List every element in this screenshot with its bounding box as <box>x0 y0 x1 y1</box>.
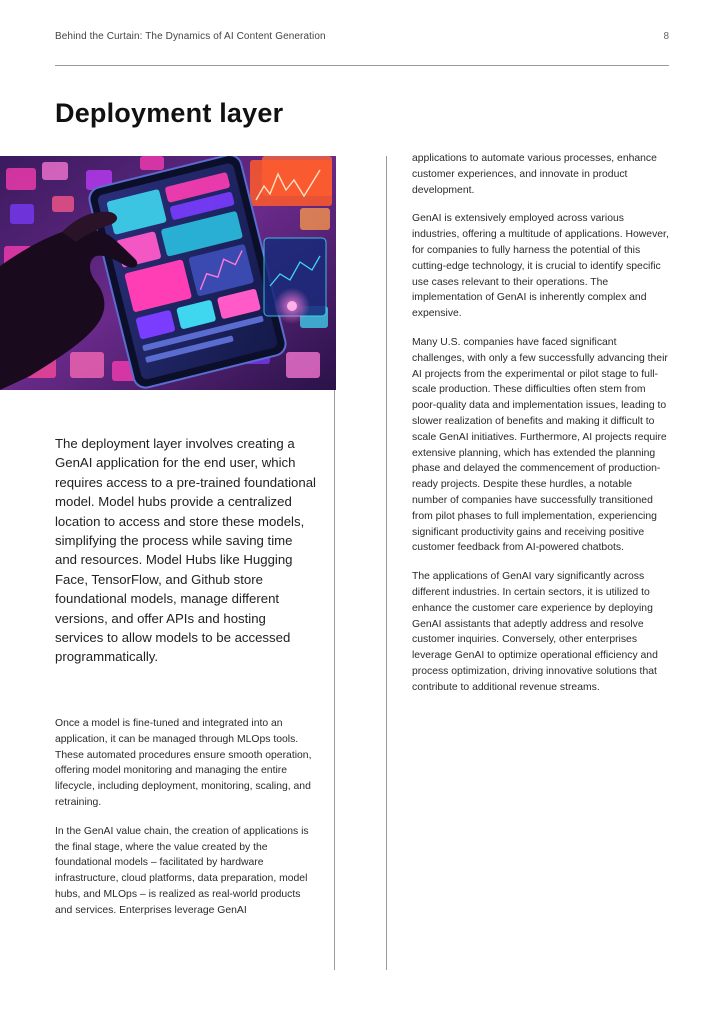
page-number: 8 <box>663 31 669 42</box>
column-divider-right <box>386 156 387 970</box>
hero-image <box>0 156 336 390</box>
page-title: Deployment layer <box>55 98 284 128</box>
tablet-hand-illustration-icon <box>0 156 336 390</box>
running-header-title: Behind the Curtain: The Dynamics of AI Content Generation <box>55 31 326 42</box>
body-paragraph: Once a model is fine-tuned and integrated into an application, it can be managed through MLOps tools. These automated procedures ensure smooth operation, offering model monitoring and managing the entire lifecycle, including deployment, monitoring, scaling, and retraining. <box>55 718 312 808</box>
column-divider-left <box>334 390 335 970</box>
body-paragraph: The applications of GenAI vary significantly across different industries. In certain sectors, it is utilized to enhance the customer care experience by deploying GenAI assistants that adeptly address and resolve customer inquiries. Conversely, other enterprises leverage GenAI to optimize operational efficiency and process optimization, driving innovative solutions that contribute to additional revenue streams. <box>412 571 658 693</box>
body-paragraph: GenAI is extensively employed across various industries, offering a multitude of applications. However, for companies to fully harness the potential of this cutting-edge technology, it is crucial to identify specific use cases relevant to their operations. The implementation of GenAI is inherently complex and expensive. <box>412 213 669 320</box>
right-column-body <box>412 151 670 709</box>
header-rule <box>55 65 669 66</box>
body-paragraph: In the GenAI value chain, the creation of applications is the final stage, where the value created by the foundational models – facilitated by hardware infrastructure, cloud platforms, data preparation, model hubs, and MLOps – is realized as real-world products and services. Enterprises leverage GenAI <box>55 825 309 916</box>
body-paragraph: applications to automate various processes, enhance customer experiences, and innovate in product development. <box>412 153 657 196</box>
lead-paragraph: The deployment layer involves creating a GenAI application for the end user, which requires access to a pre-trained foundational model. Model hubs provide a centralized location to access and store these models, simplifying the process while saving time and resources. Model Hubs like Hugging Face, TensorFlow, and Github store foundational models, manage different versions, and offer APIs and hosting services to allow models to be accessed programmatically. <box>55 436 316 665</box>
body-paragraph: Many U.S. companies have faced significant challenges, with only a few successfully advancing their AI projects from the experimental or pilot stage to full-scale production. These difficulties often stem from poor-quality data and implementation issues, leading to slower realization of benefits and making it difficult to scale GenAI initiatives. Furthermore, AI projects require extensive planning, which has extended the planning phase and delayed the commencement of production-ready projects. Despite these hurdles, a notable number of companies have successfully transitioned from pilot phases to full implementation, experiencing significant productivity gains and receiving positive customer feedback from AI-powered chatbots. <box>412 336 668 554</box>
left-column-body <box>55 716 317 932</box>
